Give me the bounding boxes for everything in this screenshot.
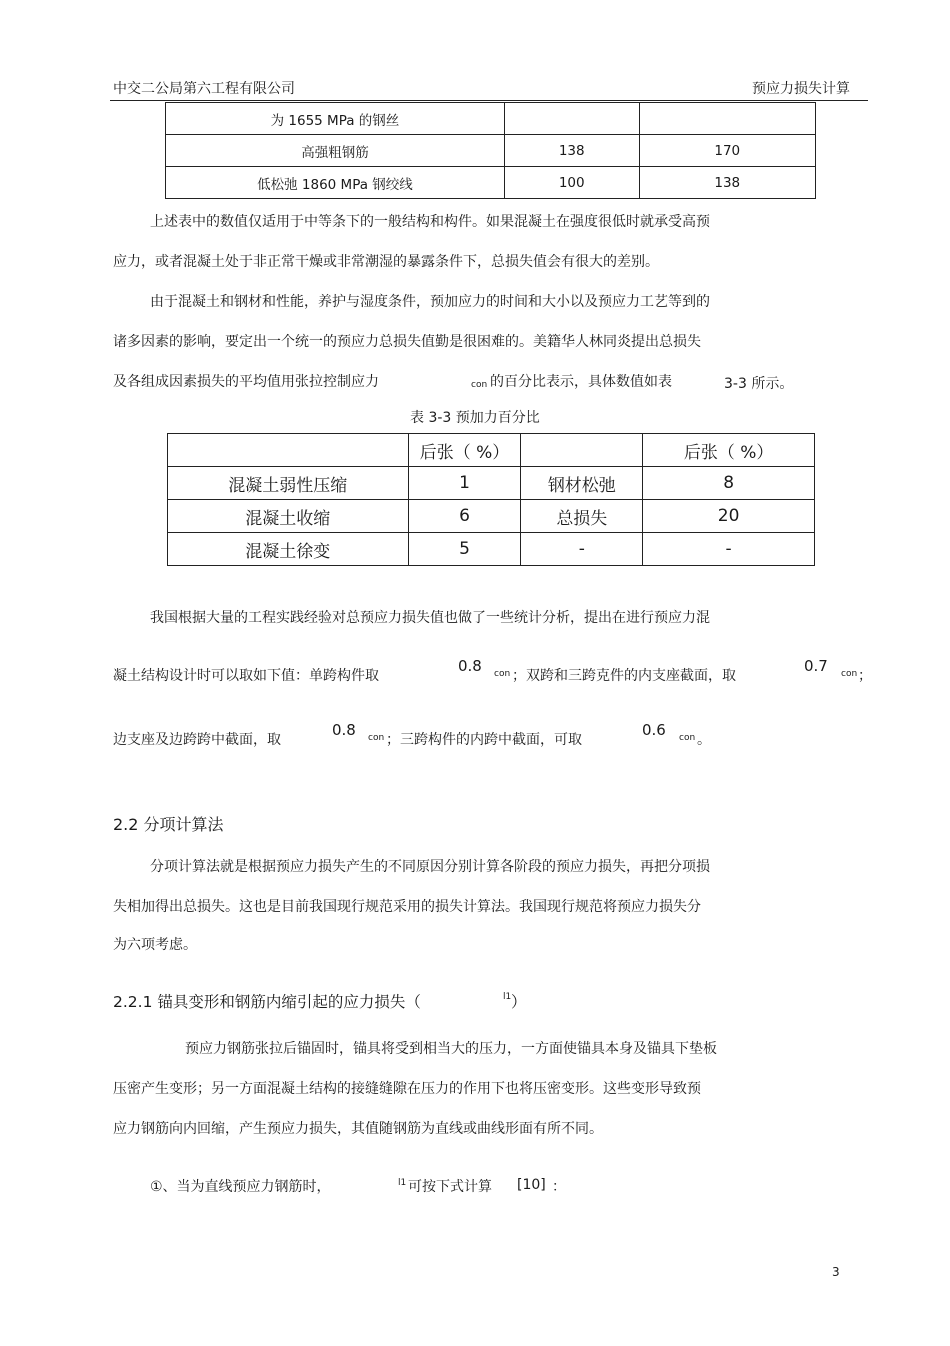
paragraph-line: 凝土结构设计时可以取如下值：单跨构件取 [113,668,379,684]
table-header-cell: 后张（ %） [643,434,815,467]
table-cell: 170 [639,135,815,167]
reference: [10] [517,1177,546,1193]
paragraph-line: 。 [697,732,711,748]
table-row [168,500,815,533]
subscript: con [679,733,696,743]
coefficient-value: 0.7 [804,657,828,675]
table-cell: 8 [643,467,815,500]
table-cell: 低松弛 1860 MPa 钢绞线 [166,167,505,199]
table-cell [504,103,639,135]
list-item-text: 可按下式计算 [408,1179,492,1195]
paragraph-line: 3-3 所示。 [724,376,794,392]
paragraph-line: 及各组成因素损失的平均值用张拉控制应力 [113,374,379,390]
heading-close-paren: ） [511,993,527,1011]
coefficient-value: 0.6 [642,721,666,739]
paragraph-line: 由于混凝土和钢材和性能，养护与湿度条件，预加应力的时间和大小以及预应力工艺等到的 [150,294,710,310]
subscript: con [368,733,385,743]
paragraph-line: 为六项考虑。 [113,937,197,953]
coefficient-value: 0.8 [458,657,482,675]
table-row [168,467,815,500]
subscript: con [494,669,511,679]
table-cell: 混凝土收缩 [168,500,409,533]
table-cell: 20 [643,500,815,533]
table-row [166,103,816,135]
table-header-cell: 后张（ %） [408,434,521,467]
table-cell: 混凝土弱性压缩 [168,467,409,500]
table-cell: 高强粗钢筋 [166,135,505,167]
table-row [166,167,816,199]
subscript: l1 [503,992,512,1002]
paragraph-line: 应力钢筋向内回缩，产生预应力损失，其值随钢筋为直线或曲线形面有所不同。 [113,1121,603,1137]
table-header-cell [521,434,643,467]
table-row [166,135,816,167]
table-header-row [168,434,815,467]
paragraph-line: ；双跨和三跨克件的内支座截面，取 [512,668,736,684]
paragraph-line: 应力，或者混凝土处于非正常干燥或非常潮湿的暴露条件下，总损失值会有很大的差别。 [113,254,659,270]
table-cell [639,103,815,135]
table-cell: - [643,533,815,566]
table-cell: 6 [408,500,521,533]
paragraph-line: 上述表中的数值仅适用于中等条下的一般结构和构件。如果混凝土在强度很低时就承受高预 [150,214,710,230]
table-cell: 为 1655 MPa 的钢丝 [166,103,505,135]
paragraph-line: 的百分比表示，具体数值如表 [490,374,672,390]
section-heading: 2.2 分项计算法 [113,815,224,834]
table-cell: 100 [504,167,639,199]
table-cell: 总损失 [521,500,643,533]
subscript: l1 [398,1178,407,1188]
subscript: con [841,669,858,679]
subsection-heading: 2.2.1 锚具变形和钢筋内缩引起的应力损失（ [113,993,421,1011]
paragraph-line: 边支座及边跨跨中截面，取 [113,732,281,748]
table-header-cell [168,434,409,467]
loss-values-table [165,102,816,199]
table-cell: 138 [639,167,815,199]
header-company: 中交二公局第六工程有限公司 [113,81,295,97]
paragraph-line: 分项计算法就是根据预应力损失产生的不同原因分别计算各阶段的预应力损失，再把分项损 [150,859,710,875]
page-number: 3 [832,1265,840,1279]
paragraph-line: 我国根据大量的工程实践经验对总预应力损失值也做了一些统计分析，提出在进行预应力混 [150,610,710,626]
paragraph-line: 失相加得出总损失。这也是目前我国现行规范采用的损失计算法。我国现行规范将预应力损失分 [113,899,701,915]
list-item-colon: ： [552,1179,566,1195]
table-cell: 138 [504,135,639,167]
header-title: 预应力损失计算 [752,81,850,97]
table-cell: 混凝土徐变 [168,533,409,566]
table-cell: 5 [408,533,521,566]
paragraph-line: 压密产生变形；另一方面混凝土结构的接缝缝隙在压力的作用下也将压密变形。这些变形导致预 [113,1081,701,1097]
table-row [168,533,815,566]
header-rule [110,100,868,101]
paragraph-line: 预应力钢筋张拉后锚固时，锚具将受到相当大的压力，一方面使锚具本身及锚具下垫板 [185,1041,717,1057]
list-item: ①、当为直线预应力钢筋时， [150,1179,331,1195]
table-cell: 1 [408,467,521,500]
paragraph-line: ；三跨构件的内跨中截面，可取 [386,732,582,748]
table-caption: 表 3-3 预加力百分比 [410,410,540,426]
table-cell: 钢材松弛 [521,467,643,500]
table-cell: - [521,533,643,566]
paragraph-line: ； [858,668,872,684]
coefficient-value: 0.8 [332,721,356,739]
subscript: con [471,380,488,390]
paragraph-line: 诸多因素的影响，要定出一个统一的预应力总损失值勤是很困难的。美籍华人林同炎提出总损失 [113,334,701,350]
prestress-percentage-table [167,433,815,566]
